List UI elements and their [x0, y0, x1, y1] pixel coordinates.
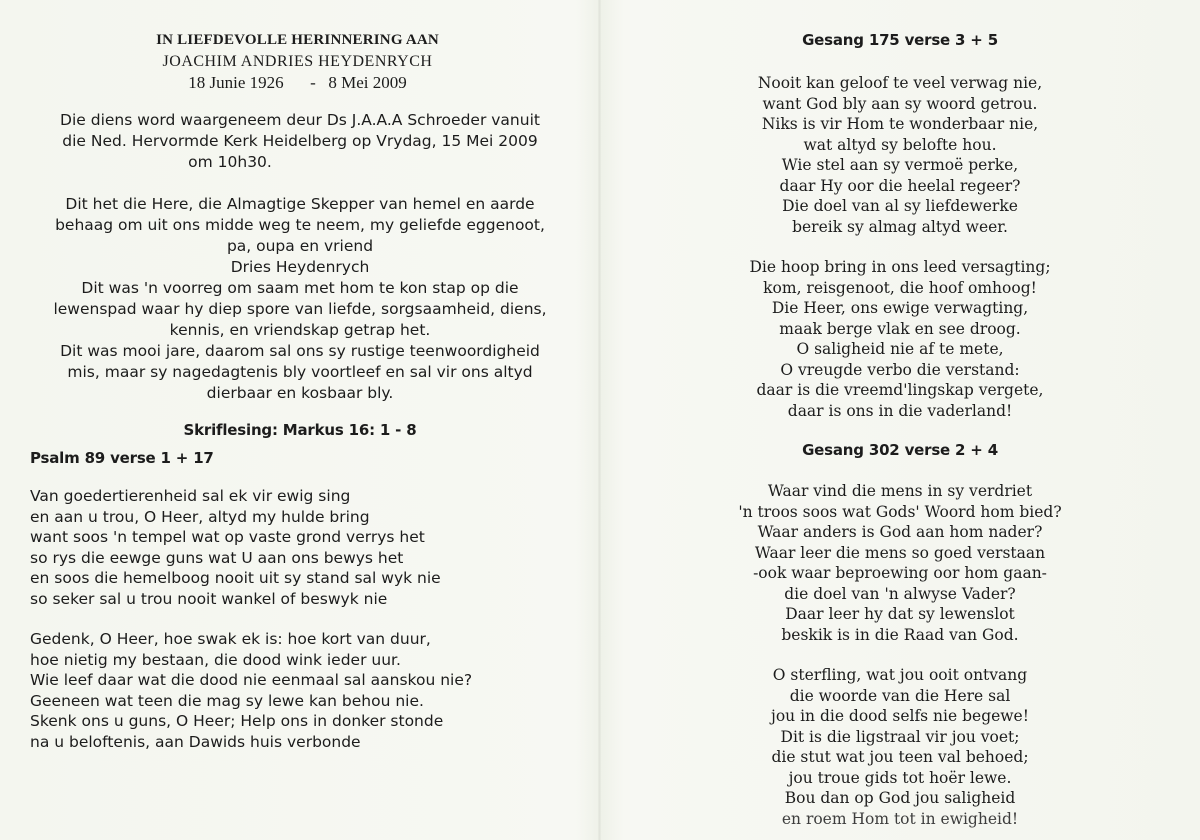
tribute-line: lewenspad waar hy diep spore van liefde, sorgsaamheid, diens,	[53, 300, 547, 318]
verse-line: die doel van 'n alwyse Vader?	[784, 584, 1016, 603]
heading-name: JOACHIM ANDRIES HEYDENRYCH	[162, 53, 433, 70]
verse-line: want God bly aan sy woord getrou.	[762, 94, 1038, 113]
left-page	[30, 30, 570, 752]
verse-line: Die hoop bring in ons leed versagting;	[749, 258, 1051, 276]
psalm-verse-2	[30, 629, 570, 752]
tribute-line: behaag om uit ons midde weg te neem, my geliefde eggenoot,	[55, 216, 545, 234]
tribute-line: Dit het die Here, die Almagtige Skepper van hemel en aarde	[65, 195, 535, 213]
scripture-reading: Skriflesing: Markus 16: 1 - 8	[183, 421, 417, 439]
verse-line: Niks is vir Hom te wonderbaar nie,	[761, 115, 1039, 133]
service-line: die Ned. Hervormde Kerk Heidelberg op Vrydag, 15 Mei 2009	[62, 132, 538, 150]
verse-line: daar is die vreemd'lingskap vergete,	[756, 381, 1044, 399]
heading-dedication: IN LIEFDEVOLLE HERINNERING AAN	[156, 32, 439, 48]
verse-line: want soos 'n tempel wat op vaste grond verrys het	[30, 528, 425, 546]
verse-line: hoe nietig my bestaan, die dood wink ieder uur.	[30, 650, 401, 669]
tribute-line: pa, oupa en vriend	[226, 237, 374, 255]
tribute-text	[30, 194, 570, 404]
verse-line: wat altyd sy belofte hou.	[803, 135, 997, 154]
verse-line: so seker sal u trou nooit wankel of beswyk nie	[30, 589, 388, 608]
verse-line: Daar leer hy dat sy lewenslot	[785, 605, 1015, 623]
verse-line: Waar anders is God aan hom nader?	[757, 523, 1043, 541]
verse-line: die woorde van die Here sal	[789, 686, 1011, 705]
verse-line: bereik sy almag altyd weer.	[792, 217, 1008, 236]
verse-line: jou in die dood selfs nie begewe!	[771, 707, 1029, 725]
verse-line: O sterfling, wat jou ooit ontvang	[772, 666, 1028, 684]
tribute-line: mis, maar sy nagedagtenis bly voortleef en sal vir ons altyd	[67, 363, 533, 381]
verse-line: O saligheid nie af te mete,	[796, 340, 1004, 358]
tribute-line: Dit was 'n voorreg om saam met hom te kon stap op die	[81, 279, 519, 297]
gesang-175-verse-2	[700, 257, 1100, 421]
gesang-302-verse-1	[700, 481, 1100, 645]
service-line: Die diens word waargeneem deur Ds J.A.A.A Schroeder vanuit	[60, 111, 540, 129]
verse-line: na u beloftenis, aan Dawids huis verbonde	[30, 732, 361, 751]
verse-line: die stut wat jou teen val behoed;	[771, 748, 1029, 766]
verse-line: O vreugde verbo die verstand:	[780, 360, 1020, 379]
verse-line: en roem Hom tot in ewigheid!	[781, 809, 1019, 828]
verse-line: beskik is in die Raad van God.	[781, 625, 1019, 644]
verse-line: maak berge vlak en see droog.	[779, 319, 1021, 338]
page-fold	[598, 0, 601, 840]
verse-line: Dit is die ligstraal vir jou voet;	[780, 727, 1020, 746]
verse-line: en soos die hemelboog nooit uit sy stand sal wyk nie	[30, 569, 441, 587]
verse-line: Bou dan op God jou saligheid	[784, 789, 1016, 807]
tribute-line: kennis, en vriendskap getrap het.	[169, 321, 431, 339]
verse-line: -ook waar beproewing oor hom gaan-	[753, 564, 1047, 582]
tribute-line: dierbaar en kosbaar bly.	[206, 384, 394, 402]
verse-line: 'n troos soos wat Gods' Woord hom bied?	[738, 502, 1062, 521]
verse-line: daar Hy oor die heelal regeer?	[779, 176, 1021, 195]
psalm-title: Psalm 89 verse 1 + 17	[30, 449, 214, 467]
gesang-175-title: Gesang 175 verse 3 + 5	[802, 31, 998, 49]
verse-line: Wie leef daar wat die dood nie eenmaal sal aanskou nie?	[30, 671, 473, 689]
tribute-line: Dries Heydenrych	[230, 258, 370, 276]
right-page	[700, 25, 1100, 829]
date-separator: -	[310, 73, 316, 92]
verse-line: Skenk ons u guns, O Heer; Help ons in donker stonde	[30, 712, 444, 730]
service-line: om 10h30.	[188, 153, 272, 171]
verse-line: Geeneen wat teen die mag sy lewe kan behou nie.	[30, 691, 424, 710]
verse-line: kom, reisgenoot, die hoof omhoog!	[763, 278, 1037, 297]
verse-line: Waar vind die mens in sy verdriet	[767, 482, 1033, 500]
verse-line: so rys die eewge guns wat U aan ons bewys het	[30, 548, 404, 567]
verse-line: daar is ons in die vaderland!	[787, 401, 1013, 420]
verse-line: Waar leer die mens so goed verstaan	[754, 543, 1046, 562]
memorial-heading	[25, 30, 570, 93]
service-details	[30, 110, 570, 173]
psalm-verse-1	[30, 486, 570, 609]
gesang-302-verse-2	[700, 665, 1100, 829]
verse-line: jou troue gids tot hoër lewe.	[788, 768, 1012, 787]
birth-date: 18 Junie 1926	[188, 73, 284, 92]
heading-dates	[25, 72, 570, 93]
verse-line: Van goedertierenheid sal ek vir ewig sing	[30, 487, 351, 505]
verse-line: Die doel van al sy liefdewerke	[782, 197, 1018, 215]
verse-line: en aan u trou, O Heer, altyd my hulde bring	[30, 507, 370, 526]
gesang-175-verse-1	[700, 73, 1100, 237]
verse-line: Die Heer, ons ewige verwagting,	[771, 299, 1029, 317]
verse-line: Gedenk, O Heer, hoe swak ek is: hoe kort van duur,	[30, 630, 431, 648]
death-date: 8 Mei 2009	[328, 73, 407, 92]
verse-line: Nooit kan geloof te veel verwag nie,	[757, 74, 1043, 92]
verse-line: Wie stel aan sy vermoë perke,	[781, 156, 1019, 174]
tribute-line: Dit was mooi jare, daarom sal ons sy rustige teenwoordigheid	[60, 342, 540, 360]
gesang-302-title: Gesang 302 verse 2 + 4	[802, 441, 998, 459]
